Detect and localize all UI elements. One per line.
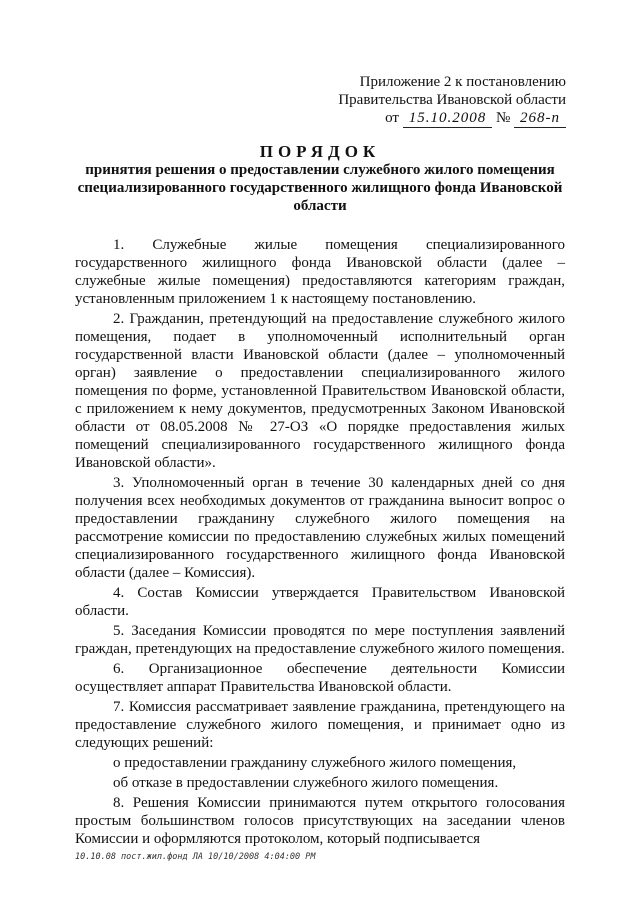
document-title: ПОРЯДОК [259, 142, 381, 161]
paragraph-7-item-1: о предоставлении гражданину служебного жилого помещения, [113, 755, 517, 771]
handwritten-date: 15.10.2008 [403, 109, 493, 128]
paragraph-1: 1. Служебные жилые помещения специализированного государственного жилищного фонда Ивановской области (далее – служебные жилые помещения) предоставляются категориям граждан, установленным приложением 1 к настоящему постановлению. [75, 237, 565, 307]
paragraph-7-item-2: об отказе в предоставлении служебного жилого помещения. [113, 775, 499, 791]
appendix-line-1: Приложение 2 к постановлению [359, 74, 566, 90]
number-label: № [495, 110, 511, 126]
appendix-line-2: Правительства Ивановской области [338, 92, 566, 108]
paragraph-4: 4. Состав Комиссии утверждается Правительством Ивановской области. [75, 585, 565, 619]
paragraph-2: 2. Гражданин, претендующий на предоставление служебного жилого помещения, подает в уполномоченный исполнительный орган государственной власти Ивановской области (далее – уполномоченный орган) заявление о предоставлении специализированного жилого помещения по форме, установленной Правительством Ивановской области, с приложением к нему документов, предусмотренных Законом Ивановской области от 08.05.2008 № 27-ОЗ «О порядке предоставления жилых помещений специализированного государственного жилищного фонда Ивановской области». [75, 311, 565, 471]
paragraph-6: 6. Организационное обеспечение деятельности Комиссии осуществляет аппарат Правительства Ивановской области. [75, 661, 565, 695]
paragraph-7: 7. Комиссия рассматривает заявление гражданина, претендующего на предоставление служебного жилого помещения, и принимает одно из следующих решений: [75, 699, 565, 751]
from-label: от [385, 110, 399, 126]
paragraph-8: 8. Решения Комиссии принимаются путем открытого голосования простым большинством голосов присутствующих на заседании членов Комиссии и оформляются протоколом, который подписывается [75, 795, 565, 847]
appendix-line-3 [338, 109, 566, 128]
paragraph-3: 3. Уполномоченный орган в течение 30 календарных дней со дня получения всех необходимых документов от гражданина выносит вопрос о предоставлении гражданину служебного жилого помещения на рассмотрение комиссии по предоставлению служебных жилых помещений специализированного государственного жилищного фонда Ивановской области (далее – Комиссия). [75, 475, 565, 581]
handwritten-number: 268-п [514, 109, 566, 128]
document-body [75, 236, 565, 850]
appendix-header [338, 73, 566, 128]
document-subtitle: принятия решения о предоставлении служебного жилого помещения специализированного государственного жилищного фонда Ивановской области [77, 162, 563, 214]
document-footer: 10.10.08 пост.жил.фонд ЛА 10/10/2008 4:04:00 PM [75, 852, 316, 862]
paragraph-5: 5. Заседания Комиссии проводятся по мере поступления заявлений граждан, претендующих на предоставление служебного жилого помещения. [75, 623, 565, 657]
